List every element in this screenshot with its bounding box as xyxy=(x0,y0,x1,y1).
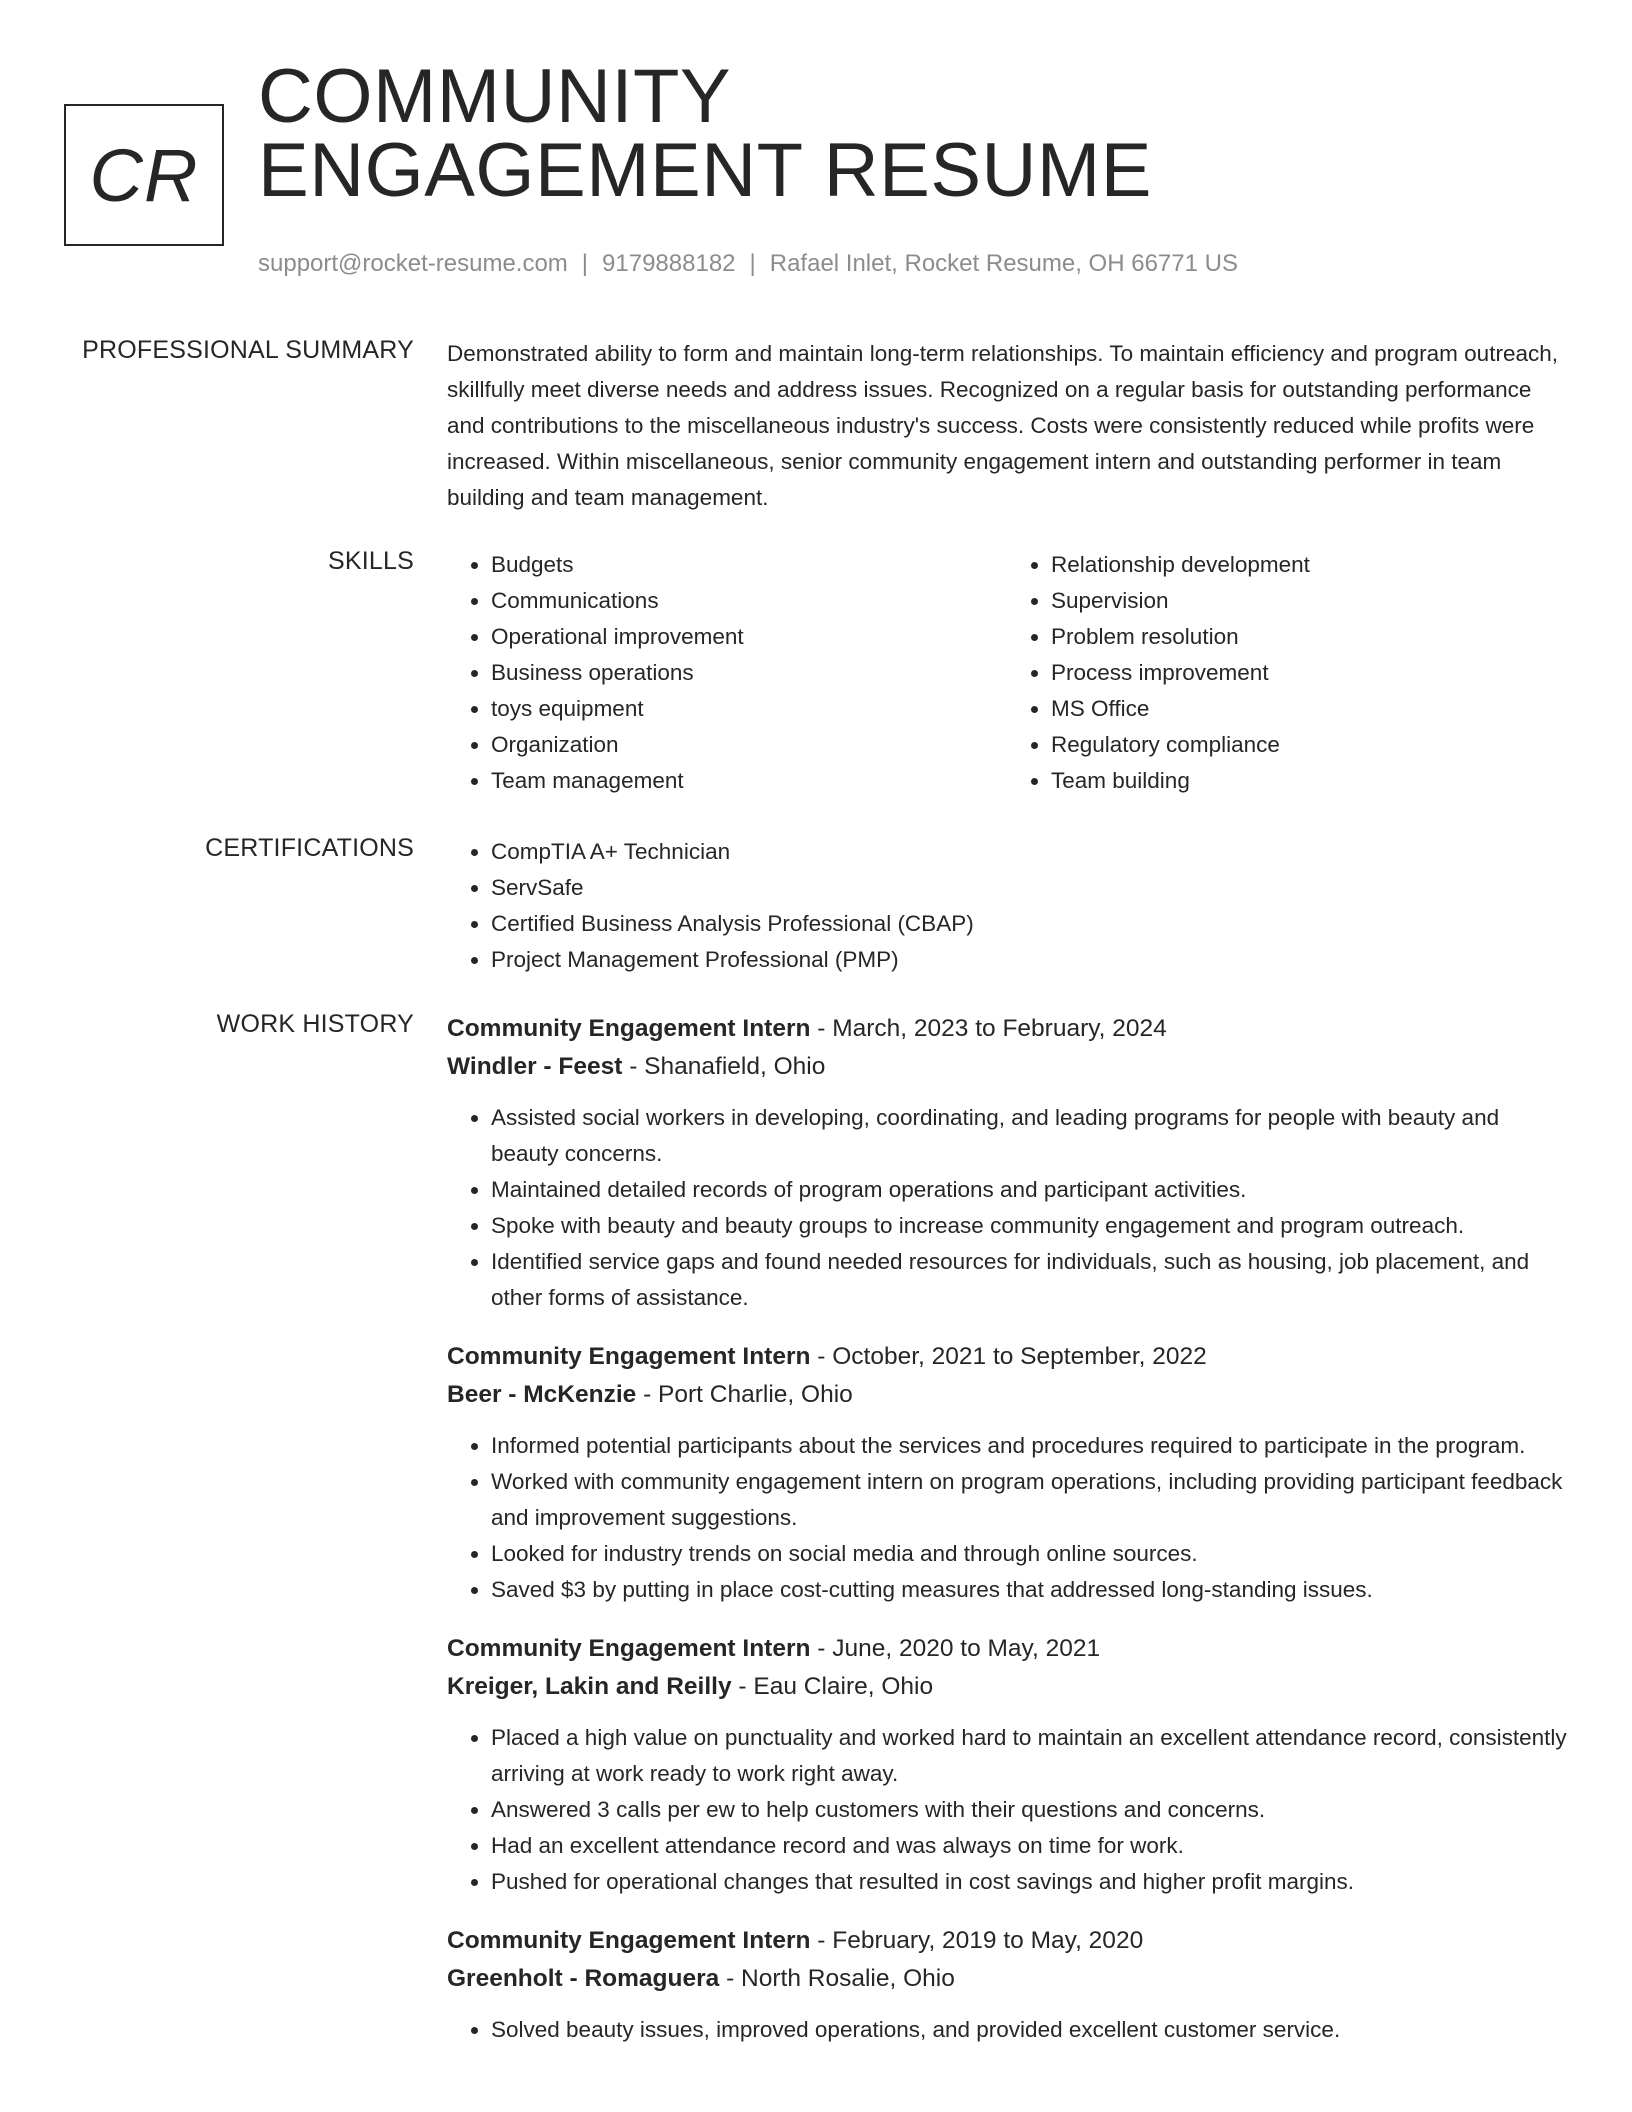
job-location: - Port Charlie, Ohio xyxy=(636,1381,853,1408)
skill-item: • Organization xyxy=(491,727,1007,763)
contact-phone[interactable]: 9179888182 xyxy=(602,250,736,277)
job-duty: • Solved beauty issues, improved operations, and provided excellent customer service. xyxy=(491,2012,1567,2048)
contact-email[interactable]: support@rocket-resume.com xyxy=(258,250,568,277)
skills-columns xyxy=(447,547,1567,799)
job-title: Community Engagement Intern xyxy=(447,1635,811,1662)
job-title: Community Engagement Intern xyxy=(447,1927,811,1954)
job-company-line xyxy=(447,1668,1567,1706)
certification-item: • ServSafe xyxy=(491,870,1567,906)
contact-line xyxy=(258,250,1238,278)
job-company-line xyxy=(447,1048,1567,1086)
skill-item: • Operational improvement xyxy=(491,619,1007,655)
certifications-body xyxy=(447,834,1567,978)
certifications-label: CERTIFICATIONS xyxy=(205,834,414,862)
job-dates: - February, 2019 to May, 2020 xyxy=(810,1927,1144,1954)
job-location: - North Rosalie, Ohio xyxy=(719,1965,955,1992)
summary-body xyxy=(447,336,1567,516)
skills-list-right xyxy=(1007,547,1567,799)
job-duty: • Placed a high value on punctuality and worked hard to maintain an excellent attendance record, consistently arriving at work ready to work right away. xyxy=(491,1720,1567,1792)
certification-item: • Project Management Professional (PMP) xyxy=(491,942,1567,978)
job-company: Kreiger, Lakin and Reilly xyxy=(447,1673,732,1700)
job-entry xyxy=(447,1010,1567,1316)
skill-item: • Relationship development xyxy=(1051,547,1567,583)
job-entry xyxy=(447,1338,1567,1608)
job-dates: - March, 2023 to February, 2024 xyxy=(810,1015,1167,1042)
skill-item: • Problem resolution xyxy=(1051,619,1567,655)
job-title: Community Engagement Intern xyxy=(447,1015,811,1042)
job-duty: • Pushed for operational changes that resulted in cost savings and higher profit margins. xyxy=(491,1864,1567,1900)
job-company: Windler - Feest xyxy=(447,1053,623,1080)
job-dates: - June, 2020 to May, 2021 xyxy=(810,1635,1101,1662)
job-title-line xyxy=(447,1010,1567,1048)
job-company: Greenholt - Romaguera xyxy=(447,1965,720,1992)
certification-item: • CompTIA A+ Technician xyxy=(491,834,1567,870)
skills-label: SKILLS xyxy=(328,547,414,575)
job-title-line xyxy=(447,1922,1567,1960)
job-duty: • Maintained detailed records of program operations and participant activities. xyxy=(491,1172,1567,1208)
job-duty: • Saved $3 by putting in place cost-cutting measures that addressed long-standing issues. xyxy=(491,1572,1567,1608)
job-duty: • Worked with community engagement intern on program operations, including providing participant feedback and improvement suggestions. xyxy=(491,1464,1567,1536)
job-duty: • Assisted social workers in developing, coordinating, and leading programs for people with beauty and beauty concerns. xyxy=(491,1100,1567,1172)
monogram-badge xyxy=(64,104,224,246)
certification-item: • Certified Business Analysis Professional (CBAP) xyxy=(491,906,1567,942)
job-company: Beer - McKenzie xyxy=(447,1381,637,1408)
skills-body xyxy=(447,547,1567,799)
skill-item: • Team management xyxy=(491,763,1007,799)
skills-list-left xyxy=(447,547,1007,799)
job-entry xyxy=(447,1630,1567,1900)
skill-item: • Supervision xyxy=(1051,583,1567,619)
certifications-list xyxy=(447,834,1567,978)
skill-item: • Budgets xyxy=(491,547,1007,583)
job-title: Community Engagement Intern xyxy=(447,1343,811,1370)
job-title-line xyxy=(447,1338,1567,1376)
job-duty: • Identified service gaps and found needed resources for individuals, such as housing, job placement, and other forms of assistance. xyxy=(491,1244,1567,1316)
skill-item: • Business operations xyxy=(491,655,1007,691)
summary-text: Demonstrated ability to form and maintain long-term relationships. To maintain efficiency and program outreach, skillfully meet diverse needs and address issues. Recognized on a regular basis for outstanding performance and contributions to the miscellaneous industry's success. Costs were consistently reduced while profits were increased. Within miscellaneous, senior community engagement intern and outstanding performer in team building and team management. xyxy=(447,341,1558,510)
job-duties-list xyxy=(447,1100,1567,1316)
job-duties-list xyxy=(447,2012,1567,2048)
job-location: - Eau Claire, Ohio xyxy=(731,1673,934,1700)
job-entry xyxy=(447,1922,1567,2048)
skill-item: • Communications xyxy=(491,583,1007,619)
job-company-line xyxy=(447,1960,1567,1998)
contact-separator: | xyxy=(749,250,756,277)
job-dates: - October, 2021 to September, 2022 xyxy=(810,1343,1207,1370)
work-history-label: WORK HISTORY xyxy=(216,1010,414,1038)
job-title-line xyxy=(447,1630,1567,1668)
job-duty: • Answered 3 calls per ew to help customers with their questions and concerns. xyxy=(491,1792,1567,1828)
skill-item: • Team building xyxy=(1051,763,1567,799)
job-duties-list xyxy=(447,1720,1567,1900)
contact-address: Rafael Inlet, Rocket Resume, OH 66771 US xyxy=(769,250,1238,277)
skill-item: • Regulatory compliance xyxy=(1051,727,1567,763)
skill-item: • MS Office xyxy=(1051,691,1567,727)
job-duty: • Informed potential participants about the services and procedures required to participate in the program. xyxy=(491,1428,1567,1464)
skill-item: • Process improvement xyxy=(1051,655,1567,691)
job-duty: • Had an excellent attendance record and was always on time for work. xyxy=(491,1828,1567,1864)
skill-item: • toys equipment xyxy=(491,691,1007,727)
job-duty: • Looked for industry trends on social media and through online sources. xyxy=(491,1536,1567,1572)
job-duty: • Spoke with beauty and beauty groups to increase community engagement and program outreach. xyxy=(491,1208,1567,1244)
title-line-2: ENGAGEMENT RESUME xyxy=(258,128,1152,213)
job-location: - Shanafield, Ohio xyxy=(622,1053,826,1080)
resume-title xyxy=(258,54,1152,213)
work-history-body xyxy=(447,1010,1567,2070)
job-duties-list xyxy=(447,1428,1567,1608)
summary-label: PROFESSIONAL SUMMARY xyxy=(82,336,414,364)
contact-separator: | xyxy=(581,250,589,277)
job-company-line xyxy=(447,1376,1567,1414)
monogram-initials: CR xyxy=(89,133,199,217)
title-line-1: COMMUNITY xyxy=(258,54,732,139)
